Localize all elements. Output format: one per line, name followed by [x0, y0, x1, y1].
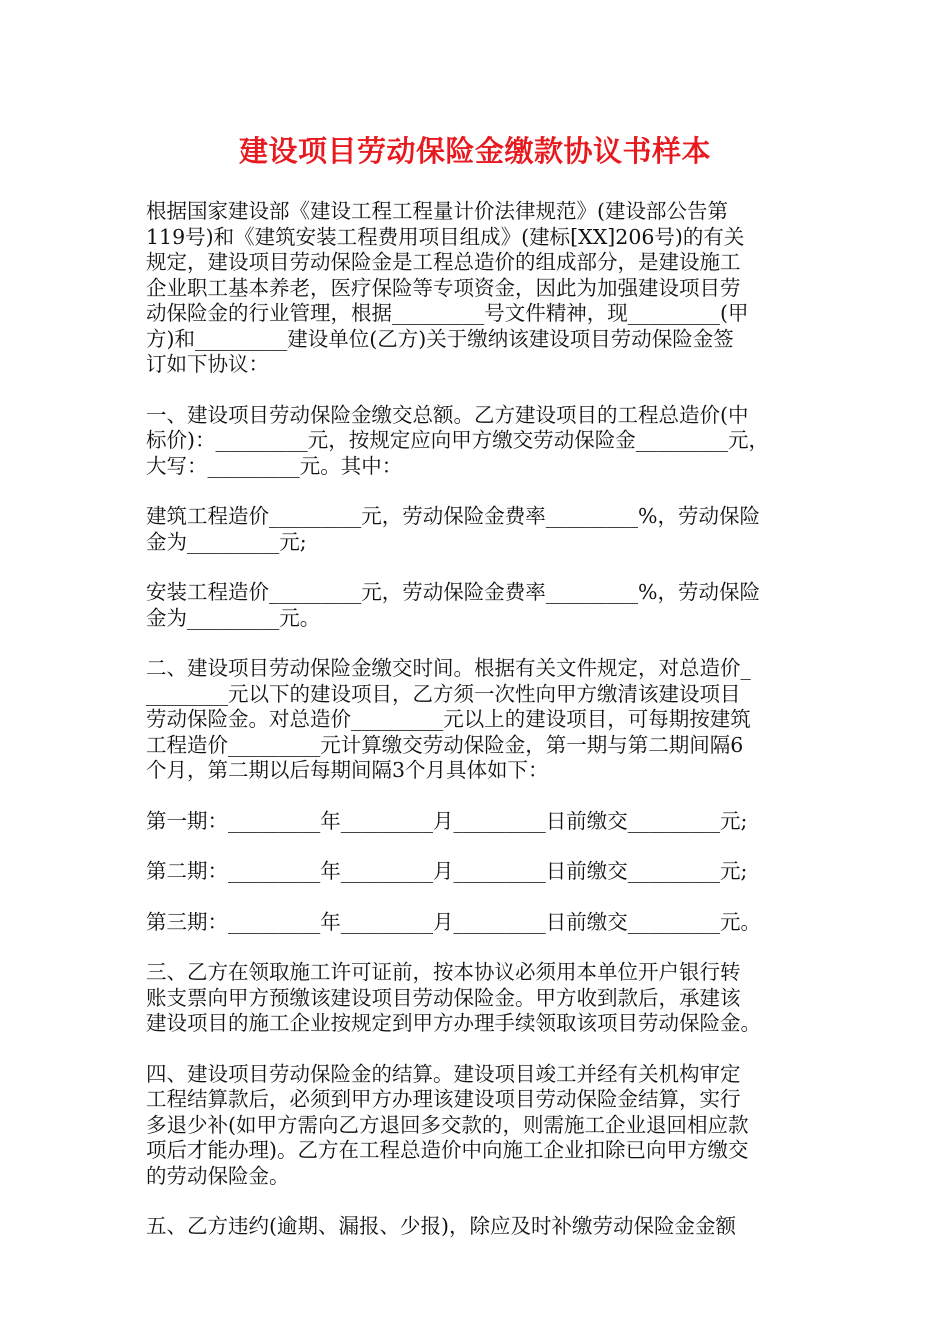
- paragraph-section-3: [146, 960, 814, 1037]
- document-title: 建设项目劳动保险金缴款协议书样本: [238, 134, 711, 168]
- text-line: 二、建设项目劳动保险金缴交时间。根据有关文件规定，对总造价_: [146, 656, 751, 680]
- text-line: 规定，建设项目劳动保险金是工程总造价的组成部分，是建设施工: [146, 250, 741, 274]
- text-line: 工程结算款后，必须到甲方办理该建设项目劳动保险金结算，实行: [146, 1087, 741, 1111]
- text-line: 第三期：_________年_________月_________日前缴交_________元。: [146, 909, 761, 934]
- text-line: 大写：_________元。其中：: [146, 453, 403, 478]
- paragraph-installment-1: [146, 809, 814, 835]
- text-line: 119号)和《建筑安装工程费用项目组成》(建标[XX]206号)的有关: [146, 224, 745, 249]
- text-line: 动保险金的行业管理，根据_________号文件精神，现_________(甲: [146, 301, 749, 325]
- text-line: 四、建设项目劳动保险金的结算。建设项目竣工并经有关机构审定: [146, 1061, 741, 1086]
- text-line: 三、乙方在领取施工许可证前，按本协议必须用本单位开户银行转: [146, 960, 741, 984]
- text-line: 根据国家建设部《建设工程工程量计价法律规范》(建设部公告第: [146, 199, 728, 223]
- document-body: [146, 199, 814, 1265]
- text-line: 五、乙方违约(逾期、漏报、少报)，除应及时补缴劳动保险金金额: [146, 1214, 736, 1238]
- text-line: ________元以下的建设项目，乙方须一次性向甲方缴清该建设项目: [146, 681, 741, 706]
- paragraph-building-cost: [146, 504, 814, 555]
- text-line: 金为_________元。: [146, 605, 321, 630]
- text-line: 安装工程造价_________元，劳动保险金费率_________%，劳动保险: [146, 580, 760, 604]
- paragraph-section-1: [146, 403, 814, 480]
- paragraph-section-2: [146, 656, 814, 784]
- paragraph-section-4: [146, 1062, 814, 1190]
- text-line: 的劳动保险金。: [146, 1163, 290, 1188]
- text-line: 个月，第二期以后每期间隔3个月具体如下：: [146, 758, 549, 782]
- text-line: 建筑工程造价_________元，劳动保险金费率_________%，劳动保险: [146, 504, 760, 528]
- text-line: 项后才能办理)。乙方在工程总造价中向施工企业扣除已向甲方缴交: [146, 1138, 749, 1162]
- paragraph-section-5: [146, 1214, 814, 1240]
- text-line: 建设项目的施工企业按规定到甲方办理手续领取该项目劳动保险金。: [146, 1011, 761, 1035]
- text-line: 劳动保险金。对总造价_________元以上的建设项目，可每期按建筑: [146, 707, 751, 731]
- text-line: 订如下协议：: [146, 352, 269, 376]
- paragraph-intro: [146, 199, 814, 378]
- text-line: 多退少补(如甲方需向乙方退回多交款的，则需施工企业退回相应款: [146, 1112, 749, 1137]
- text-line: 工程造价_________元计算缴交劳动保险金，第一期与第二期间隔6: [146, 732, 744, 757]
- text-line: 金为_________元;: [146, 529, 307, 554]
- paragraph-install-cost: [146, 580, 814, 631]
- text-line: 企业职工基本养老，医疗保险等专项资金，因此为加强建设项目劳: [146, 275, 741, 300]
- text-line: 一、建设项目劳动保险金缴交总额。乙方建设项目的工程总造价(中: [146, 402, 749, 427]
- text-line: 账支票向甲方预缴该建设项目劳动保险金。甲方收到款后，承建该: [146, 985, 741, 1010]
- paragraph-installment-2: [146, 859, 814, 885]
- paragraph-installment-3: [146, 910, 814, 936]
- text-line: 标价)：_________元，按规定应向甲方缴交劳动保险金_________元，: [146, 428, 769, 452]
- text-line: 第二期：_________年_________月_________日前缴交_________元;: [146, 859, 748, 883]
- text-line: 第一期：_________年_________月_________日前缴交_________元;: [146, 808, 748, 833]
- text-line: 方)和_________建设单位(乙方)关于缴纳该建设项目劳动保险金签: [146, 326, 734, 351]
